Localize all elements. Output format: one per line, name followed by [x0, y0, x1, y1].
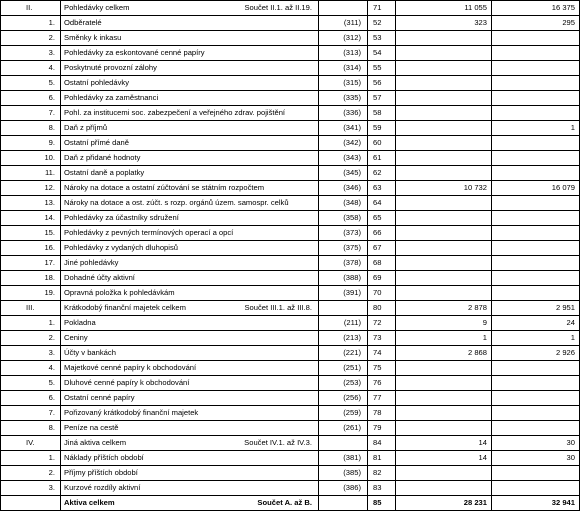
sum-note: Součet A. až B. — [257, 498, 312, 507]
value-end — [492, 46, 580, 61]
section-number: IV. — [1, 436, 61, 451]
item-name: Ostatní pohledávky — [64, 78, 130, 87]
line-number: 71 — [368, 1, 396, 16]
table-row — [1, 466, 580, 481]
item-name-cell — [61, 436, 319, 451]
table-row — [1, 16, 580, 31]
item-name: Náklady příštích období — [64, 453, 144, 462]
account-code: (345) — [319, 166, 368, 181]
value-end — [492, 421, 580, 436]
item-name: Ceniny — [64, 333, 88, 342]
table-row — [1, 391, 580, 406]
value-end — [492, 376, 580, 391]
item-number: 4. — [1, 361, 61, 376]
value-start — [396, 136, 492, 151]
item-name-cell — [61, 466, 319, 481]
table-row — [1, 226, 580, 241]
item-number: 1. — [1, 451, 61, 466]
line-number: 78 — [368, 406, 396, 421]
value-end: 295 — [492, 16, 580, 31]
line-number: 76 — [368, 376, 396, 391]
value-start — [396, 196, 492, 211]
total-row — [1, 496, 580, 511]
item-name: Daň z přidané hodnoty — [64, 153, 141, 162]
section-row — [1, 301, 580, 316]
line-number: 73 — [368, 331, 396, 346]
item-name: Krátkodobý finanční majetek celkem — [64, 303, 186, 312]
line-number: 82 — [368, 466, 396, 481]
item-number: 5. — [1, 376, 61, 391]
value-end: 30 — [492, 436, 580, 451]
line-number: 77 — [368, 391, 396, 406]
value-end: 16 079 — [492, 181, 580, 196]
value-end: 32 941 — [492, 496, 580, 511]
item-number: 9. — [1, 136, 61, 151]
line-number: 68 — [368, 256, 396, 271]
item-name-cell — [61, 31, 319, 46]
value-start — [396, 361, 492, 376]
table-row — [1, 76, 580, 91]
line-number: 54 — [368, 46, 396, 61]
item-name-cell — [61, 346, 319, 361]
value-end — [492, 256, 580, 271]
value-start — [396, 166, 492, 181]
item-number: 4. — [1, 61, 61, 76]
value-end — [492, 361, 580, 376]
item-name-cell — [61, 256, 319, 271]
account-code: (375) — [319, 241, 368, 256]
line-number: 75 — [368, 361, 396, 376]
item-name: Ostatní přímé daně — [64, 138, 130, 147]
item-name-cell — [61, 451, 319, 466]
value-start — [396, 406, 492, 421]
line-number: 66 — [368, 226, 396, 241]
line-number: 67 — [368, 241, 396, 256]
value-start — [396, 271, 492, 286]
value-end — [492, 481, 580, 496]
line-number: 74 — [368, 346, 396, 361]
value-start — [396, 76, 492, 91]
line-number: 85 — [368, 496, 396, 511]
account-code: (314) — [319, 61, 368, 76]
item-name-cell — [61, 151, 319, 166]
item-name-cell — [61, 1, 319, 16]
value-start — [396, 256, 492, 271]
item-name-cell — [61, 391, 319, 406]
item-name: Ostatní cenné papíry — [64, 393, 135, 402]
account-code: (311) — [319, 16, 368, 31]
account-code: (313) — [319, 46, 368, 61]
item-name-cell — [61, 421, 319, 436]
item-number: 11. — [1, 166, 61, 181]
value-start — [396, 106, 492, 121]
value-end — [492, 406, 580, 421]
item-name: Majetkové cenné papíry k obchodování — [64, 363, 197, 372]
account-code: (259) — [319, 406, 368, 421]
item-name: Nároky na dotace a ostatní zúčtování se státním rozpočtem — [64, 183, 265, 192]
item-name: Pokladna — [64, 318, 96, 327]
section-number: II. — [1, 1, 61, 16]
table-row — [1, 256, 580, 271]
item-name-cell — [61, 481, 319, 496]
line-number: 83 — [368, 481, 396, 496]
value-end: 2 926 — [492, 346, 580, 361]
value-start: 323 — [396, 16, 492, 31]
item-number: 6. — [1, 391, 61, 406]
value-end — [492, 241, 580, 256]
account-code: (335) — [319, 91, 368, 106]
account-code: (336) — [319, 106, 368, 121]
item-number — [1, 496, 61, 511]
value-end — [492, 166, 580, 181]
account-code: (343) — [319, 151, 368, 166]
line-number: 80 — [368, 301, 396, 316]
item-name: Pohledávky celkem — [64, 3, 130, 12]
value-end: 2 951 — [492, 301, 580, 316]
item-number: 6. — [1, 91, 61, 106]
table-row — [1, 166, 580, 181]
value-end — [492, 271, 580, 286]
account-code: (386) — [319, 481, 368, 496]
item-name-cell — [61, 376, 319, 391]
item-name: Jiná aktiva celkem — [64, 438, 127, 447]
account-code: (348) — [319, 196, 368, 211]
item-number: 3. — [1, 46, 61, 61]
table-row — [1, 271, 580, 286]
table-row — [1, 196, 580, 211]
item-name: Účty v bankách — [64, 348, 116, 357]
table-row — [1, 241, 580, 256]
item-name: Kurzové rozdíly aktivní — [64, 483, 141, 492]
item-name: Poskytnuté provozní zálohy — [64, 63, 157, 72]
account-code: (346) — [319, 181, 368, 196]
line-number: 79 — [368, 421, 396, 436]
table-row — [1, 451, 580, 466]
account-code: (378) — [319, 256, 368, 271]
item-name-cell — [61, 121, 319, 136]
table-row — [1, 136, 580, 151]
value-end — [492, 466, 580, 481]
item-name-cell — [61, 496, 319, 511]
item-name: Jiné pohledávky — [64, 258, 119, 267]
value-end — [492, 286, 580, 301]
item-name: Pohledávky z vydaných dluhopisů — [64, 243, 178, 252]
item-name: Aktiva celkem — [64, 498, 115, 507]
line-number: 63 — [368, 181, 396, 196]
table-row — [1, 316, 580, 331]
value-end — [492, 151, 580, 166]
line-number: 56 — [368, 76, 396, 91]
account-code — [319, 301, 368, 316]
item-number: 2. — [1, 466, 61, 481]
value-end — [492, 76, 580, 91]
item-name: Pohledávky za účastníky sdružení — [64, 213, 179, 222]
item-number: 2. — [1, 331, 61, 346]
line-number: 72 — [368, 316, 396, 331]
value-start — [396, 391, 492, 406]
line-number: 61 — [368, 151, 396, 166]
item-name-cell — [61, 211, 319, 226]
item-name-cell — [61, 241, 319, 256]
account-code: (341) — [319, 121, 368, 136]
item-number: 7. — [1, 406, 61, 421]
account-code: (312) — [319, 31, 368, 46]
table-row — [1, 46, 580, 61]
value-start: 28 231 — [396, 496, 492, 511]
item-name: Opravná položka k pohledávkám — [64, 288, 175, 297]
account-code: (391) — [319, 286, 368, 301]
item-name: Dohadné účty aktivní — [64, 273, 135, 282]
section-number: III. — [1, 301, 61, 316]
value-end — [492, 226, 580, 241]
item-number: 18. — [1, 271, 61, 286]
table-row — [1, 286, 580, 301]
value-end: 16 375 — [492, 1, 580, 16]
account-code: (213) — [319, 331, 368, 346]
line-number: 60 — [368, 136, 396, 151]
table-row — [1, 361, 580, 376]
table-row — [1, 181, 580, 196]
line-number: 62 — [368, 166, 396, 181]
table-row — [1, 376, 580, 391]
table-row — [1, 61, 580, 76]
table-row — [1, 151, 580, 166]
item-number: 8. — [1, 121, 61, 136]
item-name-cell — [61, 361, 319, 376]
value-end — [492, 31, 580, 46]
item-number: 2. — [1, 31, 61, 46]
value-start — [396, 121, 492, 136]
item-name-cell — [61, 331, 319, 346]
item-name: Směnky k inkasu — [64, 33, 122, 42]
value-end: 1 — [492, 121, 580, 136]
item-number: 13. — [1, 196, 61, 211]
item-name-cell — [61, 16, 319, 31]
account-code: (221) — [319, 346, 368, 361]
account-code: (358) — [319, 211, 368, 226]
item-name-cell — [61, 181, 319, 196]
table-row — [1, 421, 580, 436]
value-end — [492, 136, 580, 151]
account-code — [319, 1, 368, 16]
account-code: (373) — [319, 226, 368, 241]
item-number: 15. — [1, 226, 61, 241]
value-start: 2 878 — [396, 301, 492, 316]
value-end — [492, 61, 580, 76]
account-code: (256) — [319, 391, 368, 406]
table-row — [1, 31, 580, 46]
item-number: 7. — [1, 106, 61, 121]
item-name: Nároky na dotace a ost. zúčt. s rozp. orgánů územ. samospr. celků — [64, 198, 289, 207]
value-end — [492, 106, 580, 121]
account-code: (388) — [319, 271, 368, 286]
item-name-cell — [61, 166, 319, 181]
value-start: 10 732 — [396, 181, 492, 196]
section-row — [1, 436, 580, 451]
table-row — [1, 91, 580, 106]
table-row — [1, 481, 580, 496]
value-start — [396, 376, 492, 391]
line-number: 65 — [368, 211, 396, 226]
account-code: (253) — [319, 376, 368, 391]
account-code — [319, 496, 368, 511]
line-number: 69 — [368, 271, 396, 286]
item-number: 1. — [1, 316, 61, 331]
item-name: Pohledávky za zaměstnanci — [64, 93, 159, 102]
account-code: (261) — [319, 421, 368, 436]
value-end — [492, 196, 580, 211]
value-end — [492, 91, 580, 106]
value-start: 1 — [396, 331, 492, 346]
table-row — [1, 211, 580, 226]
item-number: 5. — [1, 76, 61, 91]
value-start: 11 055 — [396, 1, 492, 16]
item-name: Pohledávky z pevných termínových operací a opcí — [64, 228, 234, 237]
sum-note: Součet IV.1. až IV.3. — [244, 438, 312, 447]
item-name-cell — [61, 61, 319, 76]
item-name-cell — [61, 301, 319, 316]
item-number: 8. — [1, 421, 61, 436]
value-start — [396, 466, 492, 481]
line-number: 64 — [368, 196, 396, 211]
account-code: (211) — [319, 316, 368, 331]
account-code: (381) — [319, 451, 368, 466]
item-name: Peníze na cestě — [64, 423, 119, 432]
value-end: 30 — [492, 451, 580, 466]
section-row — [1, 1, 580, 16]
item-name-cell — [61, 226, 319, 241]
item-name: Dluhové cenné papíry k obchodování — [64, 378, 190, 387]
value-start — [396, 481, 492, 496]
item-number: 14. — [1, 211, 61, 226]
account-code: (342) — [319, 136, 368, 151]
item-number: 17. — [1, 256, 61, 271]
item-number: 10. — [1, 151, 61, 166]
line-number: 52 — [368, 16, 396, 31]
value-end — [492, 391, 580, 406]
item-name: Pohl. za institucemi soc. zabezpečení a veřejného zdrav. pojištění — [64, 108, 286, 117]
item-name-cell — [61, 136, 319, 151]
sum-note: Součet III.1. až III.8. — [244, 303, 312, 312]
line-number: 84 — [368, 436, 396, 451]
item-number: 3. — [1, 481, 61, 496]
table-row — [1, 106, 580, 121]
table-body — [1, 1, 580, 511]
item-number: 3. — [1, 346, 61, 361]
item-number: 16. — [1, 241, 61, 256]
item-name-cell — [61, 91, 319, 106]
line-number: 70 — [368, 286, 396, 301]
item-name: Daň z příjmů — [64, 123, 108, 132]
account-code — [319, 436, 368, 451]
table-row — [1, 406, 580, 421]
value-start — [396, 61, 492, 76]
value-start: 9 — [396, 316, 492, 331]
value-start — [396, 91, 492, 106]
value-start: 2 868 — [396, 346, 492, 361]
account-code: (251) — [319, 361, 368, 376]
item-name-cell — [61, 271, 319, 286]
account-code: (385) — [319, 466, 368, 481]
value-start: 14 — [396, 451, 492, 466]
line-number: 81 — [368, 451, 396, 466]
account-code: (315) — [319, 76, 368, 91]
line-number: 58 — [368, 106, 396, 121]
item-name-cell — [61, 316, 319, 331]
sum-note: Součet II.1. až II.19. — [244, 3, 312, 12]
line-number: 57 — [368, 91, 396, 106]
table-row — [1, 331, 580, 346]
item-name: Odběratelé — [64, 18, 102, 27]
value-end: 24 — [492, 316, 580, 331]
item-name-cell — [61, 106, 319, 121]
table-row — [1, 346, 580, 361]
value-start — [396, 421, 492, 436]
item-name-cell — [61, 196, 319, 211]
item-name-cell — [61, 406, 319, 421]
table-row — [1, 121, 580, 136]
value-start: 14 — [396, 436, 492, 451]
value-start — [396, 211, 492, 226]
line-number: 53 — [368, 31, 396, 46]
item-name: Pohledávky za eskontované cenné papíry — [64, 48, 205, 57]
item-name-cell — [61, 76, 319, 91]
value-start — [396, 286, 492, 301]
value-start — [396, 151, 492, 166]
item-name-cell — [61, 46, 319, 61]
item-name: Ostatní daně a poplatky — [64, 168, 145, 177]
item-number: 12. — [1, 181, 61, 196]
item-number: 19. — [1, 286, 61, 301]
value-start — [396, 46, 492, 61]
value-start — [396, 31, 492, 46]
line-number: 55 — [368, 61, 396, 76]
item-name-cell — [61, 286, 319, 301]
item-name: Pořizovaný krátkodobý finanční majetek — [64, 408, 199, 417]
value-start — [396, 226, 492, 241]
item-name: Příjmy příštích období — [64, 468, 138, 477]
value-end: 1 — [492, 331, 580, 346]
line-number: 59 — [368, 121, 396, 136]
value-start — [396, 241, 492, 256]
value-end — [492, 211, 580, 226]
item-number: 1. — [1, 16, 61, 31]
